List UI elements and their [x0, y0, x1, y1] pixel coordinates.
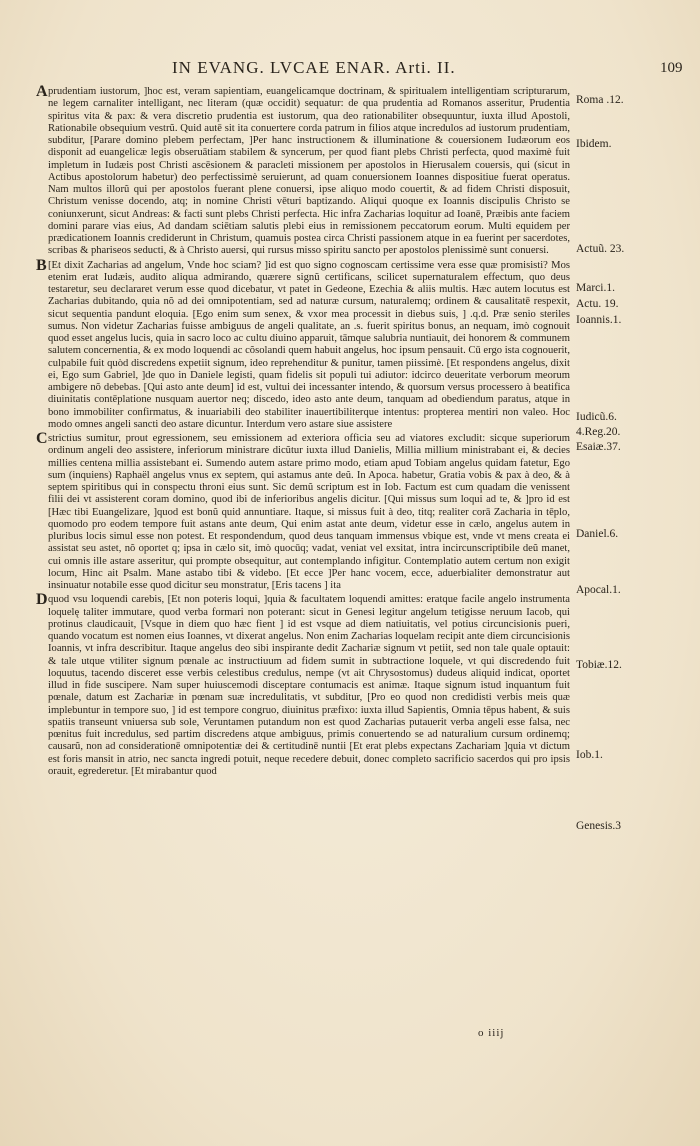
margin-note: 4.Reg.20.: [576, 426, 621, 438]
paragraph-d: [36, 591, 570, 778]
margin-note: Actu. 19.: [576, 298, 619, 310]
margin-note: Marci.1.: [576, 282, 615, 294]
paragraph-text: strictius sumitur, prout egressionem, seu emissionem ad exteriora officia seu ad viatores excludit: sicque superiorum ordinum angeli deo assistere, inferiorum ministrare dicũtur iuxta illud Danielis, Millia millium ministrabant ei, & decies millies centena millia assistebant ei. Sumendo autem astare primo modo, etiam apud Tobiam angelus quidam fatetur, Ego sum (inquiens) Raphaël angelus vnus ex septem, qui astamus ante deũ. In Apoca. habetur, Gratia vobis & pax à deo, & à septem spiritibus qui in conspectu throni eius sunt. Sic demũ scriptum est in Iob. Factum est cum quadam die venissent filii dei vt assisterent coram domino, quod ibi de inferioribus angelis dicitur. [Qui missus sum loqui ad te, & ]pro id est [Hæc tibi Euangelizare, ]quod est bonũ quid annuntiare. Itaque, si missus fuit à deo, titq; realiter corā Zacharia in tēplo, quomodo pro eodem tempore fuit astans ante deum, Qui enim astat ante deum, videtur esse in cælo, angelus autem in pluribus locis simul esse non potest. Et respondendum, quod deus tanquam immensus vbique est, vnde vt mens creata ei assistat seu astet, nõ oportet q; ipsa in cælo sit, imò quocūq; vadat, veniat vel exsitat, intra incircunscriptibile deũ manet, cui omnis ille astare asseritur, qui prompte obsequitur, aut contemplando infigitur. Contemplatio autem certum non exigit locum, Hinc ait Psalm. Mane astabo tibi & videbo. [Et ecce ]Per hanc vocem, ecce, aduerbialiter demonstratur aut insinuatur notabile esse quod dicitur seu monstratur, [Eris tacens ] ita: [48, 433, 570, 591]
signature-mark: o iiij: [478, 1027, 505, 1039]
paragraph-b: [36, 256, 571, 432]
margin-note: Genesis.3: [576, 820, 622, 832]
paragraph-a: [36, 83, 570, 258]
margin-note: Roma .12.: [576, 94, 624, 106]
page-header: [0, 58, 700, 82]
margin-notes-column: [576, 86, 696, 1016]
paragraph-text: prudentiam iustorum, ]hoc est, veram sapientiam, euangelicamque doctrinam, & spiritualem intelligentiam scripturarum, ne legem carnaliter intelligant, nec literam (quæ occidit) sequatur: de qua prudentia ad Romanos asseritur, Prudentia spiritus vita & pax: & vera discretio prudentia est iustorum, qua deo rationabiliter obsequuntur, iuxta illud Apostoli, Rationabile obsequium vestrũ. Quid autē sit ita conuertere corda patrum in filios atque incredulos ad iustorum prudentiam, subditur, [Parare domino plebem perfectam, ]Per hanc instructionem & illuminatione & couersionem Iudæorum eos disponit ad euangelicæ legis obseruātiam stabilem & syncerum, per quod fiant plebs Christi perfecta, quod maximè fuit impletum in Iudæis post Christi ascēsionem & paracleti missionem per apostolos in Hierusalem couersis, qui (sicut in Actibus apostolorum habetur) deo perfectissimè seruierunt, ad quam conuersionem Ioannes dispositiue fuerat operatus. Nam multos illorũ qui per apostolos fuerant plene conuersi, ipse aliquo modo couertit, & ad fidem Christi disposuit, Christum venisse docendo, atq; in nomine Christi vēturi baptizando. Aliqui quoque ex Ioannis discipulis Christo se coniunxerunt, sicut Andreas: & facti sunt plebs Christi perfecta. Hic infra Zacharias loquitur ad Ioanē, Præibis ante faciem domini parare vias eius, Ad dandam sciētiam salutis plebi eius in remissionem peccatorum eorum. Multi equidem per prædicationem Ioannis crediderunt in Christum, quamuis postea circa Christi passionem atque in ea fuerint per sacerdotes, scribas & phariseos seducti, & à Christo auersi, qui rursus misso spiritu sancto per apostolos plenissimè sunt conuersi.: [48, 86, 570, 257]
margin-note: Ibidem.: [576, 138, 612, 150]
margin-note: Actuũ. 23.: [576, 243, 625, 255]
main-text-column: [36, 83, 571, 1016]
margin-note: Daniel.6.: [576, 528, 619, 540]
paragraph-marker: B: [36, 256, 47, 274]
margin-note: Iob.1.: [576, 749, 603, 761]
paragraph-text: quod vsu loquendi carebis, [Et non poteris loqui, ]quia & facultatem loquendi amittes: eratque facile angelo instrumenta loquelę taliter immutare, quod verba formari non poterant: sicut in Genesi legitur angelum tetigisse neruum Iacob, qui protinus claudicauit, [Vsque in diem quo hæc fient ] id est vsque ad diem natiuitatis, vel potius circuncisionis pueri, quando vocatum est nomen eius Ioannes, vt dixerat angelus. Non enim Zacharias loquelam recipit ante diem circuncisionis Ioannis, vt infra describitur. Itaque angelus deo sibi inspirante dedit Zachariæ signum vt petiit, sed non tale quale optauit: & tale utque vtiliter signum pœnale ac instructiuum ad fidem sumit in subtractione loquele, vt qui discredendo fuit loquutus, tacendo disceret esse verbis celestibus credulus, nempe (vt ait Chrysostomus) dudeus aliquid indicat, oportet illud in fide suscipere. Nam super huiuscemodi disceptare contumacis est animæ. Itaque signum istud inquantum fuit pœnale, datum est Zachariæ in pœnam suæ incredulitatis, vt subditur, [Pro eo quod non credidisti verbis meis quæ implebuntur in tempore suo, ] id est tempore congruo, diuinitus præfixo: iuxta illud Sapientis, Omnia tēpus habent, & suis spatiis transeunt vniuersa sub sole, Veruntamen putandum non est quod Zacharias putauerit verba angeli esse falsa, nec pœnitus fuit incredulus, sed partim discredens atque ambiguus, primis conuertendo se ad naturalium cursum ordinemq; causarũ, non ad considerationē omnipotentiæ dei & certitudinē nuntii [Et erat plebs expectans Zachariam ]quia vt dictum est foris mansit in atrio, nec sancta ingredi potuit, neque recedere debuit, donec completo sacrificio sacerdos qui pro ipsis orauit, egrederetur. [Et mirabantur quod: [48, 594, 570, 777]
margin-note: Apocal.1.: [576, 584, 621, 596]
paragraph-marker: D: [36, 591, 48, 609]
paragraph-c: [36, 430, 570, 592]
folio-number: 109: [660, 60, 683, 76]
margin-note: Ioannis.1.: [576, 314, 622, 326]
margin-note: Esaiæ.37.: [576, 441, 621, 453]
paragraph-text: [Et dixit Zacharias ad angelum, Vnde hoc sciam? ]id est quo signo cognoscam certissime vera esse quæ promisisti? Mos etenim erat Iudæis, audito aliqua admirando, quærere signũ certificans, scilicet supernaturalem effectum, quo deus testaretur, seu declararet verum esse quod dicebatur, vt patet in Gedeone, Ezechia & aliis multis. Hæc autem locutus est Zacharias dubitando, quia nõ ad dei omnipotentiam, sed ad naturæ cursum, naturalemq; ordinem & causalitatē respexit, sicut sequentia pandunt eloquia. [Ego enim sum senex, & vxor mea processit in diebus suis, ] .q.d. Præ senio steriles sumus. Non videtur Zacharias fuisse ambiguus de angeli qualitate, an .s. fuerit spiritus bonus, an nequam, imò cognouit quod esset angelus lucis, quia in sacro loco ac cultu diuino apparuit, tāmque salubria nuntiauit, dei honorem & communem salutem concernentia, & ex modo loquendi ac cõsolandi quem habuit angelus, hoc ipsum pensauit. Cū ergo ista cognouerit, culpabile fuit quòd discredens expetiit signum, ideo reprehenditur & punitur, tamen piissimè. [Et respondens angelus, dixit ei, Ego sum Gabriel, ]de quo in Daniele legisti, quam fidelis sit populi tui adiutor: idcirco deueritate verborum meorum ambigere nõ debebas. [Qui asto ante deum] id est, vultui dei incessanter intendo, & quorsum versus processero à beatifica diuinitatis contēplatione nusquam auertor neq; discedo, ideo asto ante deum, tanquam ad obediendum paratus, atque in bono immobiliter confirmatus, & inuariabili deo stabiliter inauertibiliterque intentus: propterea mentiri non valeo. Hoc modo omnes angeli sancti deo astare dicuntur. Interdum vero astare siue assistere: [48, 259, 571, 430]
margin-note: Iudicũ.6.: [576, 411, 617, 423]
paragraph-marker: A: [36, 83, 48, 100]
paragraph-marker: C: [36, 430, 48, 447]
margin-note: Tobiæ.12.: [576, 659, 622, 671]
running-title: IN EVANG. LVCAE ENAR. Arti. II.: [172, 58, 456, 77]
